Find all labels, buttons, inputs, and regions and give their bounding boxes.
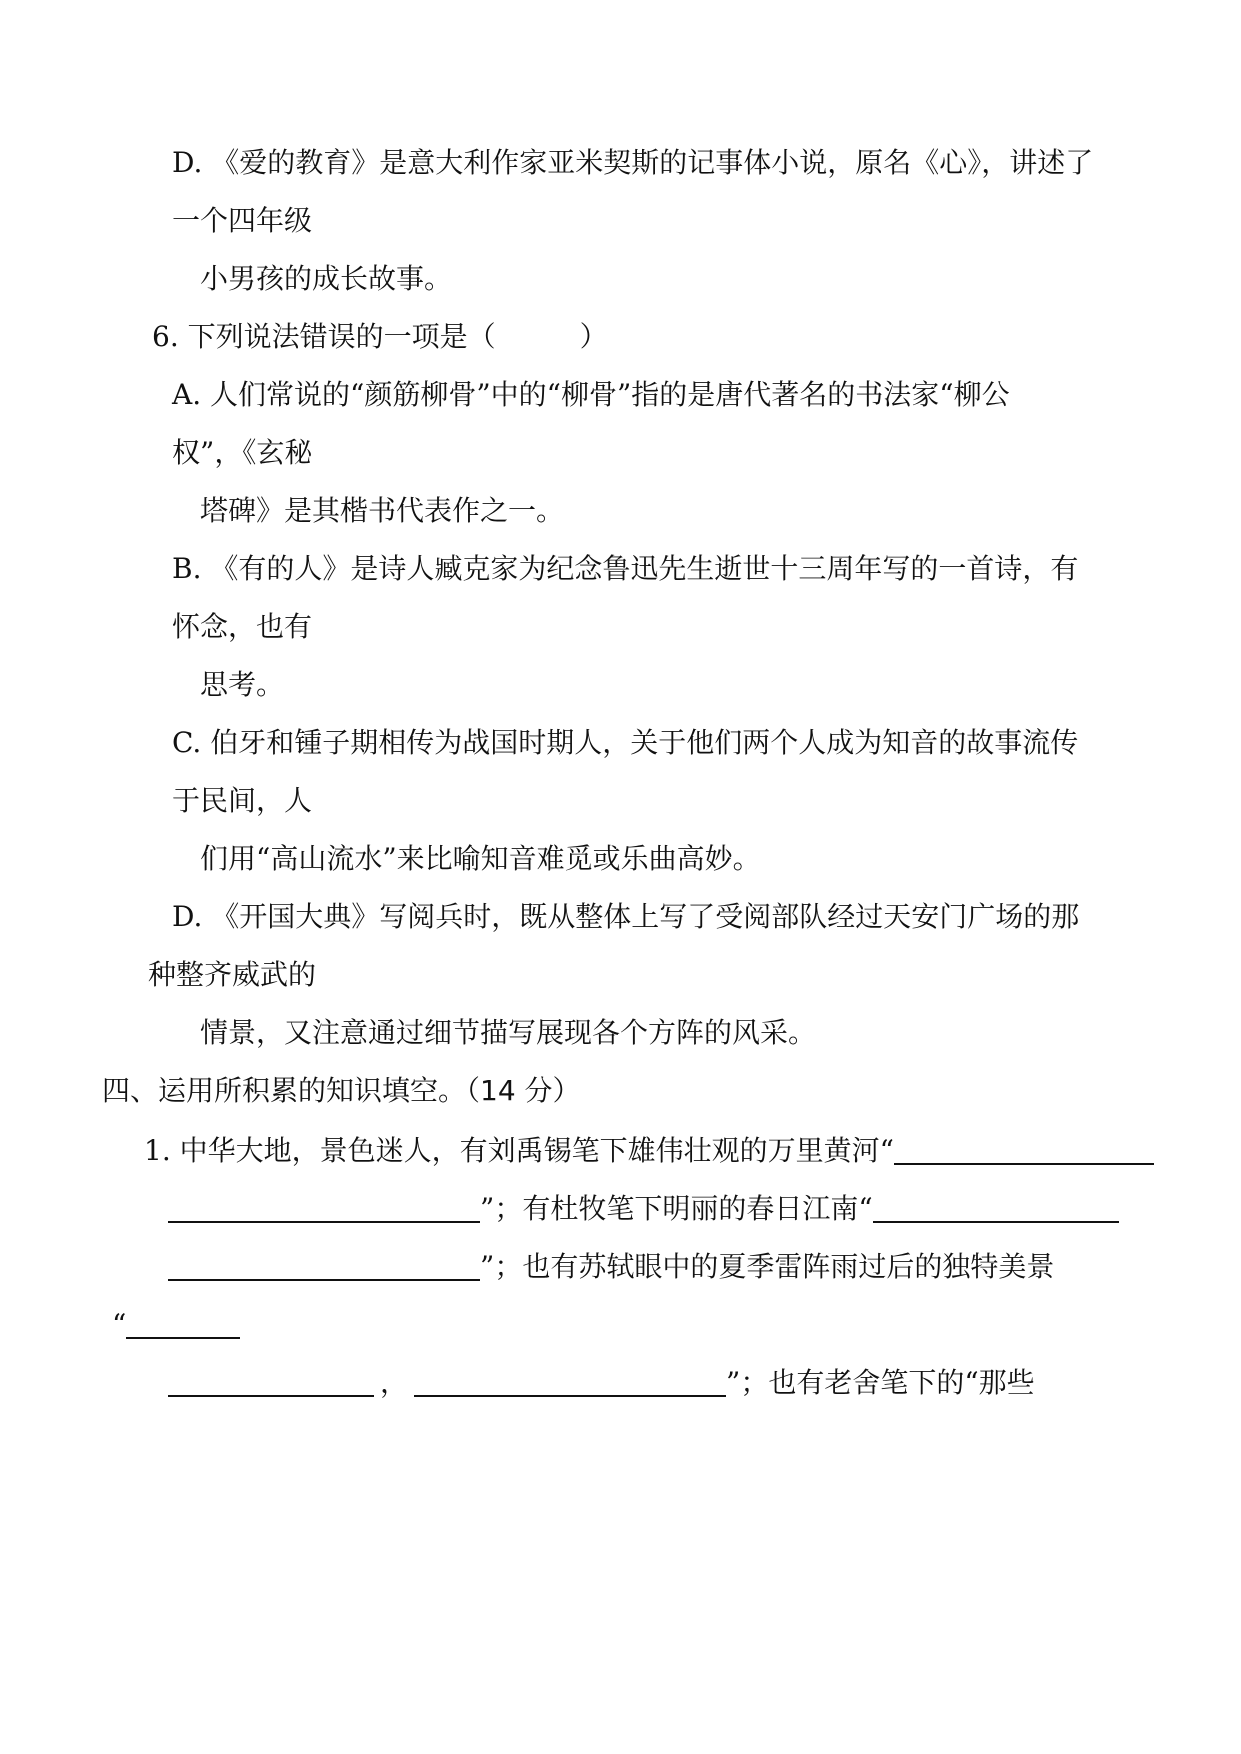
s4-q1-text-4: “	[112, 1308, 127, 1341]
s4-q1-text-2: ”；有杜牧笔下明丽的春日江南“	[480, 1192, 873, 1225]
q6-option-a-line3: 塔碑》是其楷书代表作之一。	[200, 494, 565, 527]
section-4-heading: 四、运用所积累的知识填空。（14 分）	[102, 1074, 581, 1107]
s4-q1-text-6: ”；也有老舍笔下的“那些	[726, 1366, 1035, 1399]
q6-option-b-line2: 怀念，也有	[172, 610, 313, 643]
answer-blank-5[interactable]	[126, 1307, 240, 1339]
s4-q1-line3	[168, 1247, 1054, 1287]
answer-blank-3[interactable]	[873, 1191, 1119, 1223]
s4-q1-text-1: 1. 中华大地，景色迷人，有刘禹锡笔下雄伟壮观的万里黄河“	[144, 1134, 894, 1167]
answer-blank-2[interactable]	[168, 1191, 480, 1223]
q6-option-c-line3: 们用“高山流水”来比喻知音难觅或乐曲高妙。	[200, 842, 761, 875]
q6-option-d-line1: D. 《开国大典》写阅兵时，既从整体上写了受阅部队经过天安门广场的那	[172, 900, 1080, 933]
q6-option-a-line1: A. 人们常说的“颜筋柳骨”中的“柳骨”指的是唐代著名的书法家“柳公	[172, 378, 1010, 411]
answer-blank-1[interactable]	[894, 1133, 1154, 1165]
s4-q1-text-3: ”；也有苏轼眼中的夏季雷阵雨过后的独特美景	[480, 1250, 1055, 1283]
answer-blank-4[interactable]	[168, 1249, 480, 1281]
q6-option-b-line3: 思考。	[200, 668, 285, 701]
q5-option-d-line1: D. 《爱的教育》是意大利作家亚米契斯的记事体小说，原名《心》，讲述了	[172, 146, 1094, 179]
q6-option-d-line2: 种整齐威武的	[148, 958, 317, 991]
s4-q1-line4	[112, 1305, 240, 1345]
answer-blank-6[interactable]	[168, 1365, 374, 1397]
q5-option-d-line2: 一个四年级	[172, 204, 313, 237]
q5-option-d-line3: 小男孩的成长故事。	[200, 262, 453, 295]
q6-option-a-line2: 权”，《玄秘	[172, 436, 313, 469]
s4-q1-line2	[168, 1189, 1119, 1229]
q6-option-c-line2: 于民间，人	[172, 784, 313, 817]
answer-blank-7[interactable]	[414, 1365, 726, 1397]
s4-q1-line5	[168, 1363, 1035, 1403]
s4-q1-line1	[144, 1131, 1154, 1171]
q6-option-c-line1: C. 伯牙和锺子期相传为战国时期人，关于他们两个人成为知音的故事流传	[172, 726, 1079, 759]
q6-stem: 6. 下列说法错误的一项是（ ）	[152, 320, 608, 353]
q6-option-b-line1: B. 《有的人》是诗人臧克家为纪念鲁迅先生逝世十三周年写的一首诗，有	[172, 552, 1079, 585]
s4-q1-text-5: ，	[380, 1366, 409, 1399]
q6-option-d-line3: 情景，又注意通过细节描写展现各个方阵的风采。	[200, 1016, 817, 1049]
